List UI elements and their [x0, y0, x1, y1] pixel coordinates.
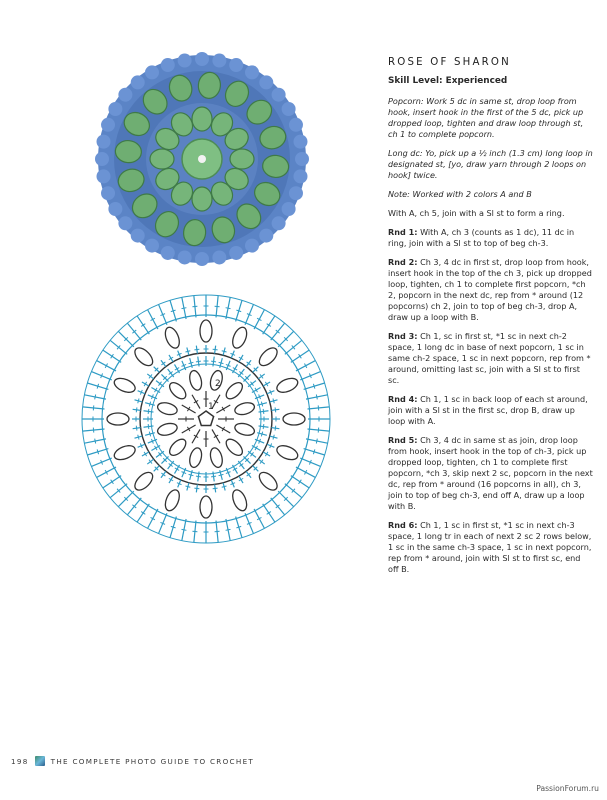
motif-edge-stitch: [259, 229, 273, 243]
diagram-symbols: [82, 295, 330, 543]
round-3-sc-tick: [196, 476, 201, 477]
motif-edge-stitch: [229, 246, 243, 260]
motif-edge-stitch: [131, 229, 145, 243]
round-2-popcorn: [188, 369, 204, 391]
motif-edge-stitch: [195, 52, 209, 66]
round-3-sc-tick: [149, 402, 150, 407]
round-2-text: Ch 3, 4 dc in first st, drop loop from hook, insert hook in the top of the ch 3, pick up dropped loop, tighten, ch 1 to complete first popcorn, *ch 2, popcorn in the next dc, rep from * around (12 popcorns) ch 2, join to top of beg ch-3, drop A, draw up a loop with B.: [388, 257, 592, 322]
motif-edge-stitch: [108, 102, 122, 116]
round-4-sc-tick: [275, 407, 276, 412]
motif-edge-stitch: [161, 246, 175, 260]
round-5-popcorn: [112, 376, 137, 396]
motif-center-hole: [198, 155, 206, 163]
motif-edge-stitch: [131, 75, 145, 89]
round-6: [388, 520, 593, 575]
round-4-sc-tick: [275, 426, 276, 431]
motif-edge-stitch: [118, 88, 132, 102]
round-5: [388, 435, 593, 512]
round-3: [388, 331, 593, 386]
motif-edge-stitch: [108, 202, 122, 216]
round-2-popcorn: [223, 436, 245, 458]
motif-edge-stitch: [289, 186, 303, 200]
watermark: PassionForum.ru: [536, 784, 599, 793]
book-title: THE COMPLETE PHOTO GUIDE TO CROCHET: [50, 756, 255, 766]
round-6-sc-tick: [182, 308, 187, 309]
round-4-sc-tick: [136, 426, 137, 431]
round-6-sc-tick: [313, 384, 314, 389]
motif-inner-popcorn: [192, 107, 212, 131]
motif-edge-stitch: [245, 239, 259, 253]
round-6-sc-tick: [316, 439, 317, 444]
motif-edge-stitch: [101, 186, 115, 200]
round-3-sc-tick: [219, 474, 224, 475]
round-6-sc-tick: [95, 439, 96, 444]
round-2-popcorn: [188, 447, 204, 469]
round-5-text: Ch 3, 4 dc in same st as join, drop loop from hook, insert hook in the top of ch-3, pick up dropped loop, tighten, ch 1 to complete first popcorn, *ch 3, skip next 2 sc, popcorn in the next dc, rep from * around (16 popcorns in all), ch 3, join to top of beg ch-3, end off A, draw up a loop with B.: [388, 435, 593, 511]
round-6-sc-tick: [95, 395, 96, 400]
pattern-title: ROSE OF SHARON: [388, 57, 511, 68]
round-1: [388, 227, 593, 249]
motif-edge-stitch: [282, 202, 296, 216]
round-3-sc-tick: [261, 432, 262, 437]
round-5-popcorn: [283, 413, 305, 425]
round-5-popcorn: [256, 345, 280, 369]
round-3-sc-tick: [263, 424, 264, 429]
round-3-sc-tick: [263, 409, 264, 414]
round-3-sc-tick: [148, 424, 149, 429]
round-1-text: With A, ch 3 (counts as 1 dc), 11 dc in ring, join with a Sl st to top of beg ch-3.: [388, 227, 575, 248]
page-footer: [11, 756, 254, 766]
skill-level: Skill Level: Experienced: [388, 76, 508, 86]
motif-edge-stitch: [212, 54, 226, 68]
round-5-popcorn: [230, 325, 250, 350]
round-3-sc-tick: [149, 432, 150, 437]
round-5-popcorn: [132, 345, 156, 369]
round-6-sc-tick: [226, 308, 231, 309]
round-2-popcorn: [167, 436, 189, 458]
motif-edge-stitch: [289, 118, 303, 132]
round-1-label: Rnd 1:: [388, 227, 418, 237]
round-4-label: Rnd 4:: [388, 394, 418, 404]
round-3-sc-tick: [189, 362, 194, 363]
round-4-sc-tick: [136, 407, 137, 412]
round-6-sc-tick: [236, 526, 241, 527]
round-2-popcorn: [223, 380, 245, 402]
intro-step: With A, ch 5, join with a Sl st to form a ring.: [388, 208, 565, 218]
round-2-label: Rnd 2:: [388, 257, 418, 267]
round-5-popcorn: [256, 469, 280, 493]
round-5-popcorn: [275, 443, 300, 463]
popcorn-definition: Popcorn: Work 5 dc in same st, drop loop from hook, insert hook in the first of the 5 dc, pick up dropped loop, tighten and draw loop through st, ch 1 to complete popcorn.: [388, 96, 584, 139]
motif-edge-stitch: [195, 252, 209, 266]
round-4-sc-tick: [138, 435, 139, 440]
round-3-text: Ch 1, sc in first st, *1 sc in next ch-2 space, 1 long dc in base of next popcorn, 1 sc in same ch-2 space, 1 sc in next popcorn, rep from * around, omitting last sc, join with a Sl st to first sc.: [388, 331, 591, 385]
round-2-popcorn: [234, 401, 256, 417]
motif-edge-stitch: [272, 216, 286, 230]
motif-edge-stitch: [161, 58, 175, 72]
motif-inner-popcorn: [192, 187, 212, 211]
pattern-instructions: [388, 57, 593, 583]
round-4-sc-tick: [273, 398, 274, 403]
round-3-sc-tick: [211, 361, 216, 362]
motif-edge-stitch: [97, 169, 111, 183]
round-4-sc-tick: [213, 488, 218, 489]
motif-edge-stitch: [229, 58, 243, 72]
motif-edge-stitch: [178, 54, 192, 68]
round-2-popcorn: [156, 401, 178, 417]
book-logo-icon: [35, 756, 45, 766]
round-3-sc-tick: [261, 402, 262, 407]
round-3-sc-tick: [189, 474, 194, 475]
motif-edge-stitch: [101, 118, 115, 132]
round-4-sc-tick: [222, 486, 227, 487]
round-6-sc-tick: [313, 449, 314, 454]
round-3-sc-tick: [196, 361, 201, 362]
round-4-sc-tick: [213, 349, 218, 350]
page-number: 198: [11, 756, 29, 766]
round-6-sc-tick: [316, 395, 317, 400]
motif-edge-stitch: [212, 250, 226, 264]
round-3-label: Rnd 3:: [388, 331, 418, 341]
motif-edge-stitch: [97, 135, 111, 149]
round-4-sc-tick: [185, 351, 190, 352]
motif-edge-stitch: [145, 65, 159, 79]
round-4-ring: [140, 353, 272, 485]
round-2: [388, 257, 593, 323]
round-4-sc-tick: [273, 435, 274, 440]
round-label-2: 2: [215, 379, 221, 389]
motif-edge-stitch: [259, 75, 273, 89]
motif-edge-stitch: [145, 239, 159, 253]
round-6-label: Rnd 6:: [388, 520, 418, 530]
round-2-popcorn: [234, 421, 256, 437]
round-4-sc-tick: [185, 486, 190, 487]
round-6-sc-tick: [182, 529, 187, 530]
round-6-sc-tick: [97, 384, 98, 389]
motif-edge-stitch: [178, 250, 192, 264]
round-5-popcorn: [163, 325, 183, 350]
round-2-popcorn: [156, 421, 178, 437]
round-5-popcorn: [200, 496, 212, 518]
round-label-1: 1: [208, 402, 214, 412]
round-4-sc-tick: [194, 349, 199, 350]
motif-edge-stitch: [293, 135, 307, 149]
round-5-label: Rnd 5:: [388, 435, 418, 445]
motif-inner-popcorn: [150, 149, 174, 169]
round-5-popcorn: [112, 443, 137, 463]
round-4-sc-tick: [138, 398, 139, 403]
long-dc-definition: Long dc: Yo, pick up a ½ inch (1.3 cm) long loop in designated st, [yo, draw yarn through 2 loops on hook] twice.: [388, 148, 593, 180]
round-2-popcorn: [167, 380, 189, 402]
motif-edge-stitch: [282, 102, 296, 116]
round-6-sc-tick: [236, 310, 241, 311]
round-5-popcorn: [107, 413, 129, 425]
center-ring: [198, 411, 213, 425]
round-5-popcorn: [275, 376, 300, 396]
motif-edge-stitch: [272, 88, 286, 102]
round-6-sc-tick: [97, 449, 98, 454]
round-3-sc-tick: [211, 476, 216, 477]
motif-edge-stitch: [293, 169, 307, 183]
motif-edge-stitch: [95, 152, 109, 166]
round-4-sc-tick: [194, 488, 199, 489]
motif-inner-popcorn: [230, 149, 254, 169]
color-note: Note: Worked with 2 colors A and B: [388, 189, 532, 199]
motif-edge-stitch: [118, 216, 132, 230]
motif-edge-stitch: [245, 65, 259, 79]
round-4: [388, 394, 593, 427]
round-5-popcorn: [200, 320, 212, 342]
round-4-text: Ch 1, 1 sc in back loop of each st around, join with a Sl st in the first sc, drop B, draw up loop with A.: [388, 394, 588, 426]
round-3-sc-tick: [148, 409, 149, 414]
round-6-sc-tick: [226, 529, 231, 530]
round-6-sc-tick: [171, 526, 176, 527]
round-5-popcorn: [132, 469, 156, 493]
round-2-popcorn: [208, 447, 224, 469]
motif-edge-stitch: [295, 152, 309, 166]
round-3-sc-tick: [219, 362, 224, 363]
motif-photo: [92, 52, 312, 267]
round-4-sc-tick: [222, 351, 227, 352]
round-6-sc-tick: [171, 310, 176, 311]
round-5-popcorn: [230, 488, 250, 513]
stitch-diagram: [72, 285, 340, 553]
round-5-popcorn: [163, 488, 183, 513]
round-6-text: Ch 1, 1 sc in first st, *1 sc in next ch-3 space, 1 long tr in each of next 2 sc 2 rows below, 1 sc in the same ch-3 space, 1 sc in next popcorn, rep from * around, join with Sl st to first sc, end off B.: [388, 520, 592, 574]
